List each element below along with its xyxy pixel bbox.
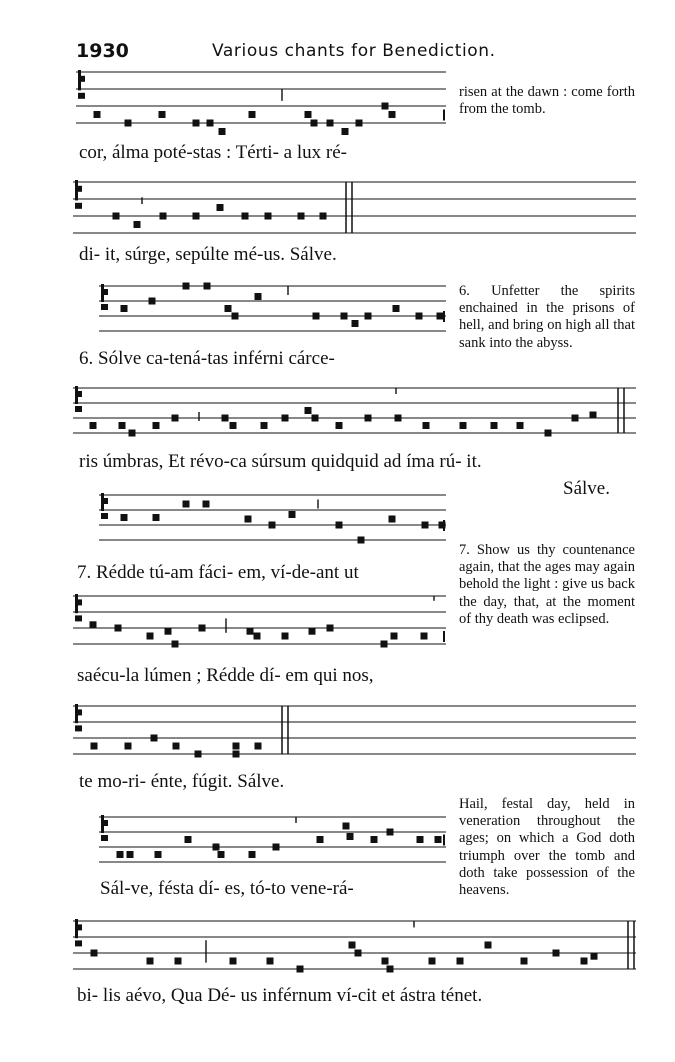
lyric-line-5: 7. Rédde tú-am fáci- em, ví-de-ant ut [77,562,359,583]
neume-note [185,836,192,843]
neume-note [422,522,429,529]
neume-note [129,430,136,437]
neume-note [219,128,226,135]
clef-head [75,940,82,946]
clef-head [75,391,82,397]
neume-note [365,313,372,320]
neume-note [553,950,560,957]
neume-note [119,422,126,429]
neume-note [160,213,167,220]
neume-note [305,407,312,414]
clef-head [101,289,108,295]
neume-note [297,966,304,973]
neume-note [255,743,262,750]
neume-note [204,283,211,290]
clef-head [75,725,82,731]
neume-note [261,422,268,429]
neume-note [382,958,389,965]
neume-note [491,422,498,429]
neume-note [349,942,356,949]
neume-note [127,851,134,858]
neume-note [269,522,276,529]
neume-note [155,851,162,858]
neume-note [233,751,240,758]
neume-note [207,120,214,127]
neume-note [151,735,158,742]
neume-note [213,844,220,851]
neume-note [381,641,388,648]
neume-note [393,305,400,312]
neume-note [327,120,334,127]
lyric-line-4: ris úmbras, Et révo-ca súrsum quidquid ad íma rú- it. [79,451,482,472]
neume-note [590,412,597,419]
lyric-line-7: te mo-ri- énte, fúgit. Sálve. [79,771,285,792]
clef-head [75,203,82,209]
neume-note [230,422,237,429]
neume-note [343,823,350,830]
neume-note [521,958,528,965]
neume-note [347,833,354,840]
neume-note [312,415,319,422]
clef-head [78,76,85,82]
neume-note [175,958,182,965]
neume-note [298,213,305,220]
neume-note [94,111,101,118]
neume-note [387,966,394,973]
neume-note [147,958,154,965]
neume-note [356,120,363,127]
neume-note [421,633,428,640]
lyric-line-2: di- it, súrge, sepúlte mé-us. Sálve. [79,244,337,265]
neume-note [199,625,206,632]
neume-note [247,628,254,635]
neume-note [242,213,249,220]
neume-note [289,511,296,518]
clef-head [75,186,82,192]
neume-note [317,836,324,843]
neume-note [90,621,97,628]
neume-note [149,298,156,305]
neume-note [125,120,132,127]
lyric-line-9: bi- lis aévo, Qua Dé- us inférnum ví-cit et ástra ténet. [77,985,483,1006]
clef-head [101,820,108,826]
neume-note [193,213,200,220]
clef-head [75,709,82,715]
neume-note [395,415,402,422]
neume-note [193,120,200,127]
neume-note [391,633,398,640]
clef-head [101,498,108,504]
neume-note [265,213,272,220]
neume-note [581,958,588,965]
neume-note [273,844,280,851]
neume-note [341,313,348,320]
neume-note [125,743,132,750]
neume-note [311,120,318,127]
lyric-line-4-salve: Sálve. [563,478,610,499]
neume-note [460,422,467,429]
neume-note [172,415,179,422]
neume-note [545,430,552,437]
neume-note [457,958,464,965]
neume-note [342,128,349,135]
neume-note [91,743,98,750]
neume-note [382,103,389,110]
clef-head [101,513,108,519]
neume-note [355,950,362,957]
neume-note [313,313,320,320]
neume-note [172,641,179,648]
neume-note [327,625,334,632]
neume-note [232,313,239,320]
neume-note [225,305,232,312]
neume-note [153,514,160,521]
clef-head [75,599,82,605]
neume-note [429,958,436,965]
neume-note [591,953,598,960]
neume-note [358,537,365,544]
lyric-line-3: 6. Sólve ca-tená-tas inférni cárce- [79,348,335,369]
translation-1: risen at the dawn : come forth from the tomb. [459,84,635,118]
neume-note [517,422,524,429]
neume-note [572,415,579,422]
neume-note [230,958,237,965]
neume-note [423,422,430,429]
neume-note [90,422,97,429]
clef-head [75,924,82,930]
neume-note [305,111,312,118]
neume-note [91,950,98,957]
clef-head [75,615,82,621]
translation-2: 6. Unfetter the spirits enchained in the prisons of hell, and bring on high all that sank into the abyss. [459,283,635,351]
neume-note [485,942,492,949]
neume-note [147,633,154,640]
neume-note [249,111,256,118]
lyric-line-8: Sál-ve, fésta dí- es, tó-to vene-rá- [100,878,354,899]
clef-head [78,93,85,99]
neume-note [153,422,160,429]
neume-note [282,633,289,640]
clef-head [101,835,108,841]
neume-note [134,221,141,228]
neume-note [336,422,343,429]
lyric-line-1: cor, álma poté-stas : Térti- a lux ré- [79,142,347,163]
neume-note [352,320,359,327]
clef-head [75,406,82,412]
neume-note [389,111,396,118]
translation-4: Hail, festal day, held in veneration throughout the ages; on which a God doth triumph over the tomb and doth take possession of the heavens. [459,796,635,899]
neume-note [387,829,394,836]
neume-note [336,522,343,529]
neume-note [159,111,166,118]
neume-note [389,516,396,523]
neume-note [245,516,252,523]
neume-note [117,851,124,858]
neume-note [365,415,372,422]
neume-note [320,213,327,220]
neume-note [165,628,172,635]
neume-note [435,836,442,843]
neume-note [121,514,128,521]
neume-note [217,204,224,211]
neume-note [233,743,240,750]
neume-note [183,283,190,290]
neume-note [249,851,256,858]
lyric-line-6: saécu-la lúmen ; Rédde dí- em qui nos, [77,665,374,686]
page-number: 1930 [76,40,129,62]
neume-note [218,851,225,858]
neume-note [437,313,444,320]
page-title: Various chants for Benediction. [212,41,496,61]
neume-note [183,501,190,508]
neume-note [282,415,289,422]
neume-note [113,213,120,220]
neume-note [254,633,261,640]
neume-note [309,628,316,635]
neume-note [416,313,423,320]
neume-note [195,751,202,758]
neume-note [222,415,229,422]
neume-note [203,501,210,508]
neume-note [267,958,274,965]
neume-note [417,836,424,843]
neume-note [121,305,128,312]
neume-note [371,836,378,843]
neume-note [115,625,122,632]
translation-3: 7. Show us thy countenance again, that the ages may again behold the light : give us back the day, that, at the moment of thy death was eclipsed. [459,542,635,627]
clef-head [101,304,108,310]
neume-note [173,743,180,750]
neume-note [255,293,262,300]
